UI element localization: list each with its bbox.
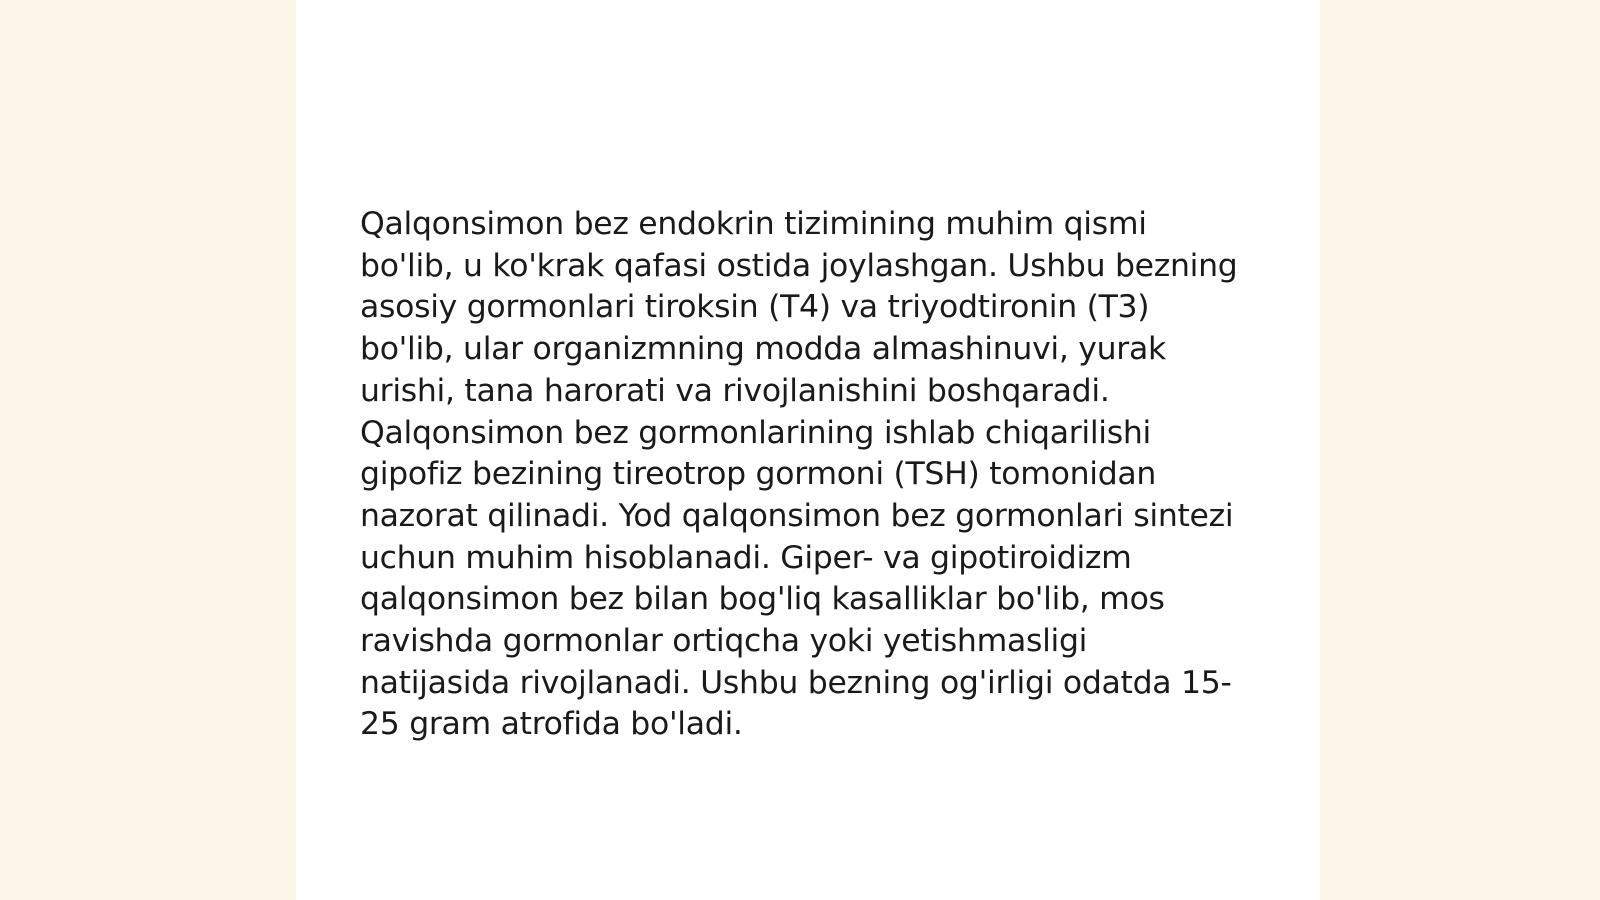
document-page bbox=[296, 0, 1320, 900]
body-paragraph: Qalqonsimon bez endokrin tizimining muhim qismi bo'lib, u ko'krak qafasi ostida joylashgan. Ushbu bezning asosiy gormonlari tiroksin (T4) va triyodtironin (T3) bo'lib, ular organizmning modda almashinuvi, yurak urishi, tana harorati va rivojlanishini boshqaradi. Qalqonsimon bez gormonlarining ishlab chiqarilishi gipofiz bezining tireotrop gormoni (TSH) tomonidan nazorat qilinadi. Yod qalqonsimon bez gormonlari sintezi uchun muhim hisoblanadi. Giper- va gipotiroidizm qalqonsimon bez bilan bog'liq kasalliklar bo'lib, mos ravishda gormonlar ortiqcha yoki yetishmasligi natijasida rivojlanadi. Ushbu bezning og'irligi odatda 15-25 gram atrofida bo'ladi. bbox=[360, 206, 1238, 743]
